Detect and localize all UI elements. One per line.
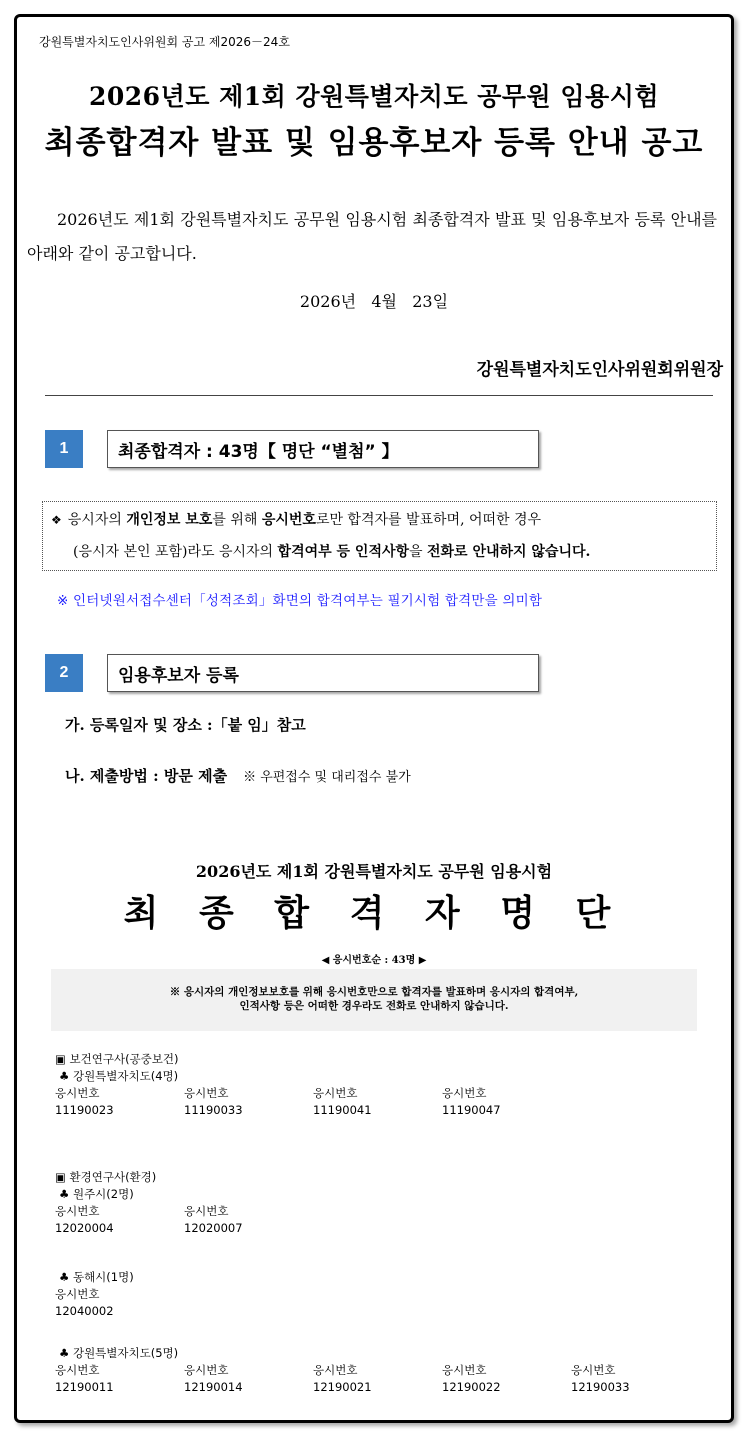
- list-privacy-note-line1: ※ 응시자의 개인정보보호를 위해 응시번호만으로 합격자를 발표하며 응시자의 합격여부,: [169, 986, 579, 998]
- exam-group-environment-gangwon: [55, 1345, 700, 1396]
- exam-number: 12020004: [55, 1221, 114, 1235]
- section2-number: 2: [45, 654, 83, 692]
- exam-number: 11190047: [442, 1103, 501, 1117]
- privacy-emphasis: 개인정보 보호: [126, 512, 213, 528]
- column-header: 응시번호: [442, 1086, 487, 1100]
- privacy-text: 을: [409, 544, 427, 560]
- number-row: [55, 1303, 184, 1320]
- exam-group-environment-wonju: [55, 1169, 313, 1237]
- exam-group-environment-donghae: [55, 1269, 184, 1320]
- list-title-line1: 2026년도 제1회 강원특별자치도 공무원 임용시험: [195, 862, 553, 881]
- notice-number: 강원특별자치도인사위원회 공고 제2026－24호: [39, 35, 290, 49]
- document-frame: [14, 14, 734, 1423]
- region-label: ♣ 강원특별자치도(5명): [59, 1346, 179, 1360]
- intro-text: 2026년도 제1회 강원특별자치도 공무원 임용시험 최종합격자 발표 및 임용후보자 등록 안내를 아래와 같이 공고합니다.: [27, 210, 717, 263]
- exam-number: 11190033: [184, 1103, 243, 1117]
- column-header: 응시번호: [55, 1363, 100, 1377]
- number-row: [55, 1379, 700, 1396]
- region-label: ♣ 동해시(1명): [59, 1270, 134, 1284]
- number-row: [55, 1102, 571, 1119]
- number-row: [55, 1220, 313, 1237]
- title-line1: 2026년도 제1회 강원특별자치도 공무원 임용시험: [89, 82, 659, 111]
- privacy-emphasis: 전화로 안내하지 않습니다.: [427, 544, 591, 560]
- exam-number: 12020007: [184, 1221, 243, 1235]
- privacy-line2: [51, 536, 708, 568]
- issuer: 강원특별자치도인사위원회위원장: [476, 360, 723, 380]
- column-header-row: [55, 1085, 571, 1102]
- divider: [45, 395, 713, 396]
- column-header: 응시번호: [313, 1363, 358, 1377]
- column-header: 응시번호: [55, 1287, 100, 1301]
- exam-number: 12190033: [571, 1380, 630, 1394]
- column-header: 응시번호: [55, 1086, 100, 1100]
- region-label: ♣ 강원특별자치도(4명): [59, 1069, 179, 1083]
- score-inquiry-note: ※ 인터넷원서접수센터「성적조회」화면의 합격여부는 필기시험 합격만을 의미함: [57, 593, 543, 609]
- registration-date-place: 가. 등록일자 및 장소 :「붙 임」참고: [65, 716, 306, 734]
- column-header: 응시번호: [442, 1363, 487, 1377]
- title-line2: 최종합격자 발표 및 임용후보자 등록 안내 공고: [44, 125, 704, 161]
- exam-number: 11190041: [313, 1103, 372, 1117]
- region-label: ♣ 원주시(2명): [59, 1187, 134, 1201]
- list-privacy-note: [51, 969, 697, 1031]
- list-privacy-note-line2: 인적사항 등은 어떠한 경우라도 전화로 안내하지 않습니다.: [239, 1000, 509, 1012]
- privacy-text: 로만 합격자를 발표하며, 어떠한 경우: [315, 512, 542, 528]
- section1-title: 최종합격자 : 43명【 명단 “별첨” 】: [107, 430, 539, 468]
- exam-number: 12190021: [313, 1380, 372, 1394]
- column-header-row: [55, 1286, 184, 1303]
- notice-date: 2026년 4월 23일: [299, 292, 449, 311]
- column-header: 응시번호: [55, 1204, 100, 1218]
- exam-number: 12040002: [55, 1304, 114, 1318]
- privacy-emphasis: 응시번호: [261, 512, 316, 528]
- column-header: 응시번호: [571, 1363, 616, 1377]
- list-title-line2: 최 종 합 격 자 명 단: [123, 892, 625, 934]
- privacy-emphasis: 합격여부 등 인적사항: [277, 544, 410, 560]
- submission-method-text: 나. 제출방법 : 방문 제출: [65, 767, 228, 785]
- privacy-line1: [51, 504, 708, 536]
- submission-method-note: ※ 우편접수 및 대리접수 불가: [243, 770, 411, 785]
- exam-number: 12190014: [184, 1380, 243, 1394]
- section2-title: 임용후보자 등록: [107, 654, 539, 692]
- privacy-text: 를 위해: [212, 512, 262, 528]
- privacy-notice-box: [42, 501, 717, 571]
- exam-number: 12190011: [55, 1380, 114, 1394]
- privacy-text: 응시자의: [67, 512, 127, 528]
- column-header: 응시번호: [184, 1086, 229, 1100]
- column-header: 응시번호: [184, 1204, 229, 1218]
- column-header: 응시번호: [313, 1086, 358, 1100]
- privacy-bullet-icon: ❖: [51, 513, 62, 527]
- column-header: 응시번호: [184, 1363, 229, 1377]
- exam-group-health: [55, 1051, 571, 1119]
- exam-number: 11190023: [55, 1103, 114, 1117]
- section1-number: 1: [45, 430, 83, 468]
- submission-method: [65, 765, 411, 786]
- privacy-text: (응시자 본인 포함)라도 응시자의: [73, 544, 278, 560]
- column-header-row: [55, 1362, 700, 1379]
- order-label: ◀ 응시번호순 : 43명 ▶: [321, 955, 427, 966]
- category-label: ▣ 보건연구사(공중보건): [55, 1052, 179, 1066]
- column-header-row: [55, 1203, 313, 1220]
- exam-number: 12190022: [442, 1380, 501, 1394]
- category-label: ▣ 환경연구사(환경): [55, 1170, 157, 1184]
